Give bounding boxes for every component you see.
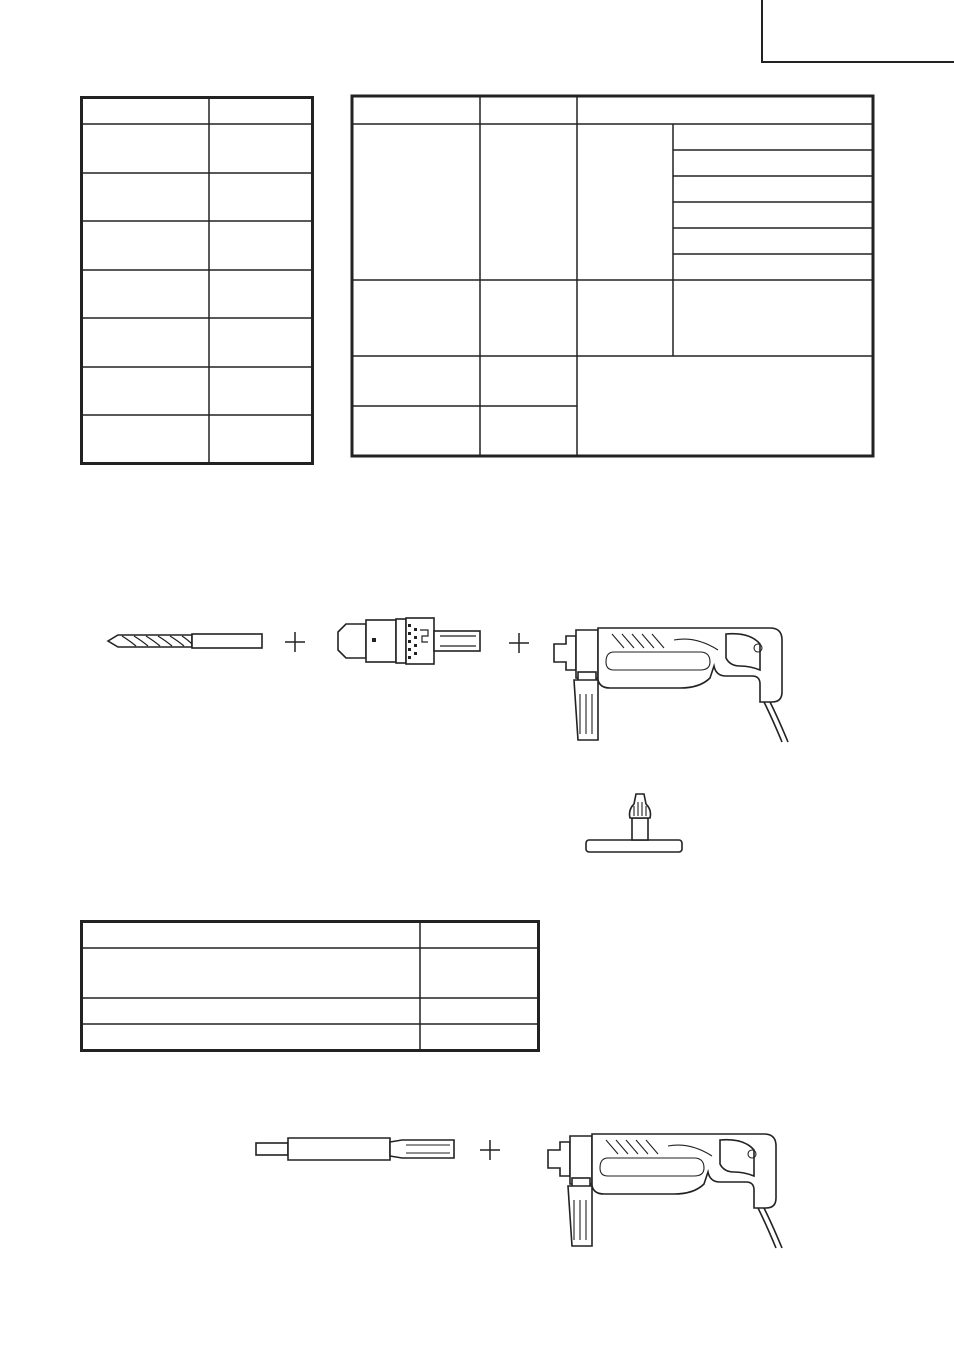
specs-table-left	[80, 96, 315, 468]
plus-icon	[479, 1139, 501, 1161]
chuck-key-icon	[582, 788, 686, 858]
plus-icon	[284, 631, 306, 653]
bottom-table	[80, 920, 541, 1055]
plus-icon	[508, 632, 530, 654]
specs-table-right	[350, 94, 876, 460]
taper-shank-adapter-icon	[254, 1134, 458, 1164]
drill-bit-icon	[104, 628, 266, 654]
rotary-hammer-icon	[544, 1128, 784, 1254]
rotary-hammer-icon	[550, 622, 790, 748]
corner-tab	[755, 0, 954, 66]
chuck-adapter-icon	[336, 614, 482, 668]
